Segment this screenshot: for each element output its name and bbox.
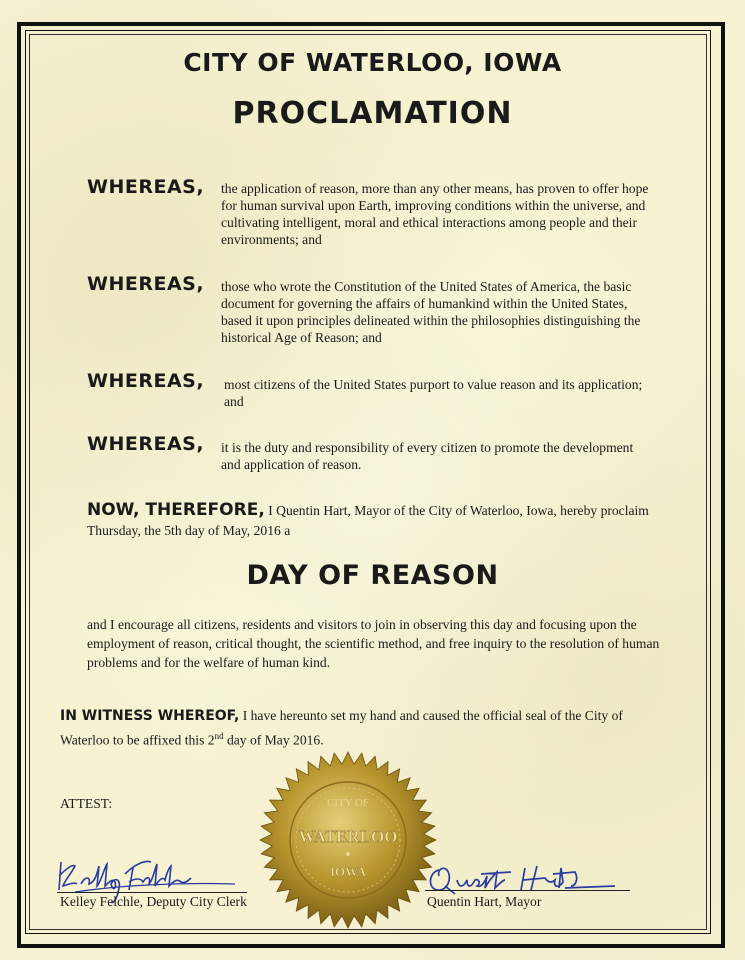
- whereas-text-2: those who wrote the Constitution of the United States of America, the basic document for governing the affairs of humankind within the United States, based it upon principles delineated within the philosophies distinguishing the historical Age of Reason; and: [221, 279, 641, 345]
- witness-paragraph: [60, 706, 670, 751]
- seal-bottom-text: IOWA: [329, 864, 367, 879]
- proclamation-title: PROCLAMATION: [232, 96, 513, 131]
- seal-dot: [346, 852, 350, 856]
- mayor-name: Quentin Hart, Mayor: [427, 894, 542, 909]
- mayor-signature-line: [425, 890, 630, 891]
- seal-top-text: CITY OF: [326, 797, 370, 809]
- whereas-label-2: WHEREAS,: [87, 273, 205, 295]
- now-therefore-label: NOW, THEREFORE,: [87, 500, 265, 520]
- whereas-text-1: the application of reason, more than any other means, has proven to offer hope for human survival upon Earth, improving conditions within the universe, and cultivating intelligent, moral and ethical interactions among people and their environments; and: [221, 181, 649, 247]
- clerk-name: Kelley Felchle, Deputy City Clerk: [60, 894, 247, 909]
- witness-text-end: day of May 2016.: [226, 732, 324, 748]
- city-title: CITY OF WATERLOO, IOWA: [183, 48, 562, 77]
- day-of-reason-title: DAY OF REASON: [246, 560, 499, 591]
- witness-label: IN WITNESS WHEREOF,: [60, 708, 240, 724]
- now-therefore-text: I Quentin Hart, Mayor of the City of Waterloo, Iowa, hereby proclaim Thursday, the 5th day of May, 2016 a: [87, 503, 649, 538]
- now-therefore-paragraph: [87, 500, 667, 541]
- whereas-text-3: most citizens of the United States purport to value reason and its application; and: [224, 377, 643, 409]
- witness-text: I have hereunto set my hand and caused the official seal of the City of Waterloo to be affixed this 2: [60, 708, 623, 748]
- witness-ordinal: nd: [214, 731, 224, 741]
- whereas-label-4: WHEREAS,: [87, 433, 205, 455]
- encourage-paragraph: and I encourage all citizens, residents and visitors to join in observing this day and focusing upon the employment of reason, critical thought, the scientific method, and free inquiry to the resolution of human problems and for the welfare of human kind.: [87, 617, 660, 670]
- whereas-label-1: WHEREAS,: [87, 176, 205, 198]
- attest-label: ATTEST:: [60, 796, 113, 811]
- city-seal: [258, 750, 438, 930]
- clerk-signature-line: [57, 892, 247, 893]
- whereas-text-4: it is the duty and responsibility of every citizen to promote the development and application of reason.: [221, 440, 634, 472]
- seal-middle-text: WATERLOO: [298, 827, 398, 846]
- mayor-signature: [425, 858, 625, 898]
- whereas-label-3: WHEREAS,: [87, 370, 205, 392]
